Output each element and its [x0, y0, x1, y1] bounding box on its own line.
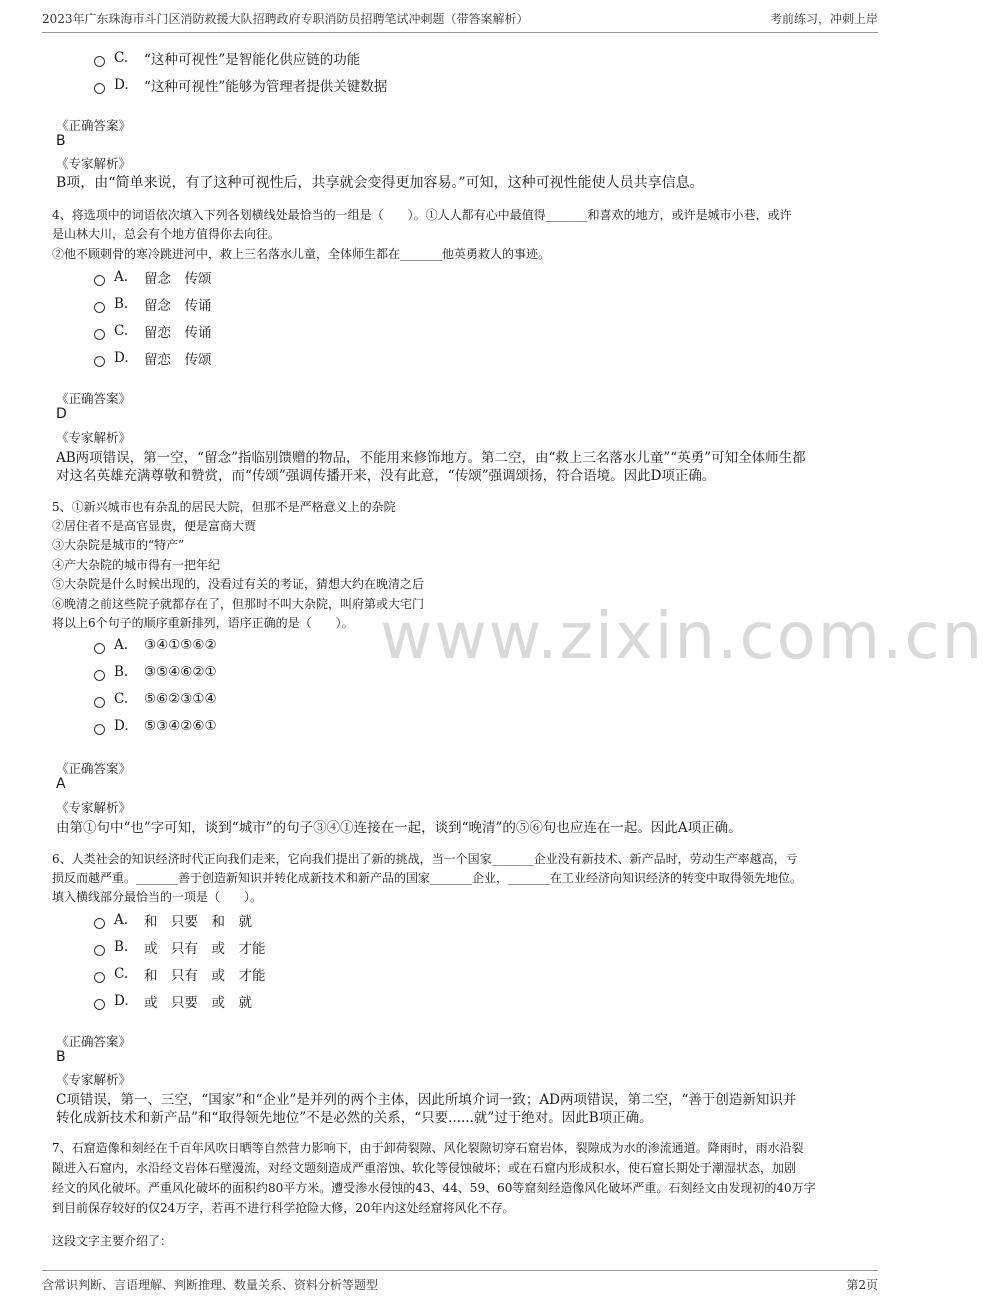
q6-stem-line: 填入横线部分最恰当的一项是（ ）。 — [52, 890, 263, 904]
option-label: C. — [114, 966, 129, 982]
answer-heading: 《正确答案》 — [56, 761, 132, 776]
radio-icon[interactable] — [94, 697, 105, 708]
radio-icon[interactable] — [94, 329, 105, 340]
q6-option-a[interactable] — [94, 910, 252, 930]
answer-value: B — [56, 1049, 66, 1065]
q5-option-c[interactable] — [94, 691, 217, 707]
analysis-text: 由第①句中“也”字可知，谈到“城市”的句子③④①连接在一起，谈到“晚清”的⑤⑥句也应连在一起。因此A项正确。 — [56, 820, 742, 836]
q5-line: 将以上6个句子的顺序重新排列，语序正确的是（ ）。 — [52, 616, 354, 630]
radio-icon[interactable] — [94, 670, 105, 681]
option-label: A. — [114, 912, 129, 928]
q5-line: ②居住者不是高官显贵，便是富商大贾 — [52, 519, 257, 533]
q4-option-b[interactable] — [94, 294, 212, 314]
radio-icon[interactable] — [94, 643, 105, 654]
option-label: C. — [114, 691, 129, 707]
q6-option-d[interactable] — [94, 991, 252, 1011]
analysis-text: 对这名英雄充满尊敬和赞赏，而“传颂”强调传播开来，没有此意，“传颂”强调颂扬，符合语境。因此D项正确。 — [56, 468, 716, 484]
q7-line: 隙进入石窟内，水沿经文岩体石壁漫流，对经文题刻造成严重溶蚀、软化等侵蚀破坏；或在石窟内形成积水，使石窟长期处于潮湿状态，加剧 — [52, 1161, 797, 1175]
answer-value: A — [56, 776, 66, 792]
option-label: B. — [114, 664, 129, 680]
page-number: 第2页 — [846, 1278, 878, 1292]
q7-question: 这段文字主要介绍了： — [52, 1234, 173, 1248]
option-label: A. — [114, 269, 129, 285]
q4-option-d[interactable] — [94, 348, 212, 368]
answer-heading: 《正确答案》 — [56, 118, 132, 133]
option-text: ③④①⑤⑥② — [144, 637, 217, 653]
radio-icon[interactable] — [94, 83, 105, 94]
q5-line: ⑤大杂院是什么时候出现的，没看过有关的考证，猜想大约在晚清之后 — [52, 577, 425, 591]
q5-line: ③大杂院是城市的“特产” — [52, 538, 185, 552]
q5-option-a[interactable] — [94, 637, 217, 653]
radio-icon[interactable] — [94, 302, 105, 313]
analysis-heading: 《专家解析》 — [56, 156, 132, 171]
option-text: 和 只要 和 就 — [144, 914, 252, 930]
option-text: ⑤③④②⑥① — [144, 718, 217, 734]
q4-option-a[interactable] — [94, 267, 212, 287]
option-text: 或 只要 或 就 — [144, 995, 252, 1011]
option-label: D. — [114, 993, 129, 1009]
option-label: D. — [114, 77, 129, 93]
q5-option-d[interactable] — [94, 718, 217, 734]
footer-description: 含常识判断、言语理解、判断推理、数量关系、资料分析等题型 — [42, 1278, 379, 1292]
q7-line: 7、石窟造像和刻经在千百年风吹日晒等自然营力影响下，由于卸荷裂隙、风化裂隙切穿石窟岩体，裂隙成为水的渗流通道。降雨时，雨水沿裂 — [52, 1141, 804, 1155]
option-text: 留恋 传颂 — [144, 352, 212, 368]
answer-heading: 《正确答案》 — [56, 391, 132, 406]
analysis-heading: 《专家解析》 — [56, 430, 132, 445]
option-label: A. — [114, 637, 129, 653]
page-header — [42, 10, 878, 33]
q3-option-d[interactable] — [94, 75, 387, 95]
q4-stem-line: 4、将选项中的词语依次填入下列各划横线处最恰当的一组是（ ）。①人人都有心中最值得_______和喜欢的地方，或许是城市小巷，或许 — [52, 208, 792, 222]
option-label: D. — [114, 350, 129, 366]
option-text: 留恋 传诵 — [144, 325, 212, 341]
q5-line: ④产大杂院的城市得有一把年纪 — [52, 558, 221, 572]
page-footer — [42, 1270, 878, 1293]
answer-value: D — [56, 406, 67, 422]
analysis-text: B项，由“简单来说，有了这种可视性后，共享就会变得更加容易。”可知，这种可视性能使人员共享信息。 — [56, 175, 704, 191]
analysis-text: AB两项错误，第一空，“留念”指临别馈赠的物品，不能用来修饰地方。第二空，由“救上三名落水儿童”“英勇”可知全体师生都 — [56, 450, 806, 466]
analysis-heading: 《专家解析》 — [56, 800, 132, 815]
option-text: ③⑤④⑥②① — [144, 664, 217, 680]
radio-icon[interactable] — [94, 275, 105, 286]
option-text: 和 只有 或 才能 — [144, 968, 266, 984]
q6-option-c[interactable] — [94, 964, 266, 984]
watermark: www.zixin.com.cn — [380, 600, 984, 674]
q4-stem-line: ②他不顾刺骨的寒冷跳进河中，救上三名落水儿童，全体师生都在_______他英勇救人的事迹。 — [52, 247, 551, 261]
q5-line: 5、①新兴城市也有杂乱的居民大院，但那不是严格意义上的杂院 — [52, 500, 396, 514]
analysis-heading: 《专家解析》 — [56, 1072, 132, 1087]
option-text: “这种可视性”能够为管理者提供关键数据 — [144, 79, 388, 95]
option-label: C. — [114, 323, 129, 339]
q6-option-b[interactable] — [94, 937, 266, 957]
radio-icon[interactable] — [94, 56, 105, 67]
option-label: B. — [114, 939, 129, 955]
option-text: “这种可视性”是智能化供应链的功能 — [144, 52, 361, 68]
option-text: 留念 传颂 — [144, 271, 212, 287]
q5-option-b[interactable] — [94, 664, 217, 680]
document-title: 2023年广东珠海市斗门区消防救援大队招聘政府专职消防员招聘笔试冲刺题（带答案解析） — [42, 12, 529, 26]
q7-line: 经文的风化破坏。严重风化破坏的面积约80平方米。遭受渗水侵蚀的43、44、59、60等窟刻经造像风化破坏严重。石刻经文由发现初的40万字 — [52, 1181, 816, 1195]
q7-line: 到目前保存较好的仅24万字，若再不进行科学抢险大修，20年内这处经窟将风化不存。 — [52, 1201, 515, 1215]
q5-line: ⑥晚清之前这些院子就都存在了，但那时不叫大杂院，叫府第或大宅门 — [52, 597, 425, 611]
radio-icon[interactable] — [94, 356, 105, 367]
analysis-text: 转化成新技术和新产品”和“取得领先地位”不是必然的关系，“只要......就”过于绝对。因此B项正确。 — [56, 1110, 653, 1126]
radio-icon[interactable] — [94, 724, 105, 735]
option-label: B. — [114, 296, 129, 312]
option-label: C. — [114, 50, 129, 66]
answer-heading: 《正确答案》 — [56, 1034, 132, 1049]
option-label: D. — [114, 718, 129, 734]
q6-stem-line: 损反而越严重。_______善于创造新知识并转化成新技术和新产品的国家_______企业，_______在工业经济向知识经济的转变中取得领先地位。 — [52, 871, 803, 885]
q4-stem-line: 是山林大川，总会有个地方值得你去向往。 — [52, 227, 281, 241]
analysis-text: C项错误，第一、三空，“国家”和“企业”是并列的两个主体，因此所填介词一致；AD两项错误，第二空，“善于创造新知识并 — [56, 1092, 797, 1108]
radio-icon[interactable] — [94, 945, 105, 956]
option-text: 留念 传诵 — [144, 298, 212, 314]
answer-value: B — [56, 133, 66, 149]
radio-icon[interactable] — [94, 972, 105, 983]
q3-option-c[interactable] — [94, 48, 360, 68]
q4-option-c[interactable] — [94, 321, 212, 341]
header-slogan: 考前练习，冲刺上岸 — [769, 12, 878, 26]
option-text: ⑤⑥②③①④ — [144, 691, 217, 707]
radio-icon[interactable] — [94, 999, 105, 1010]
option-text: 或 只有 或 才能 — [144, 941, 266, 957]
radio-icon[interactable] — [94, 918, 105, 929]
q6-stem-line: 6、人类社会的知识经济时代正向我们走来，它向我们提出了新的挑战，当一个国家_______企业没有新技术、新产品时，劳动生产率越高，亏 — [52, 852, 798, 866]
